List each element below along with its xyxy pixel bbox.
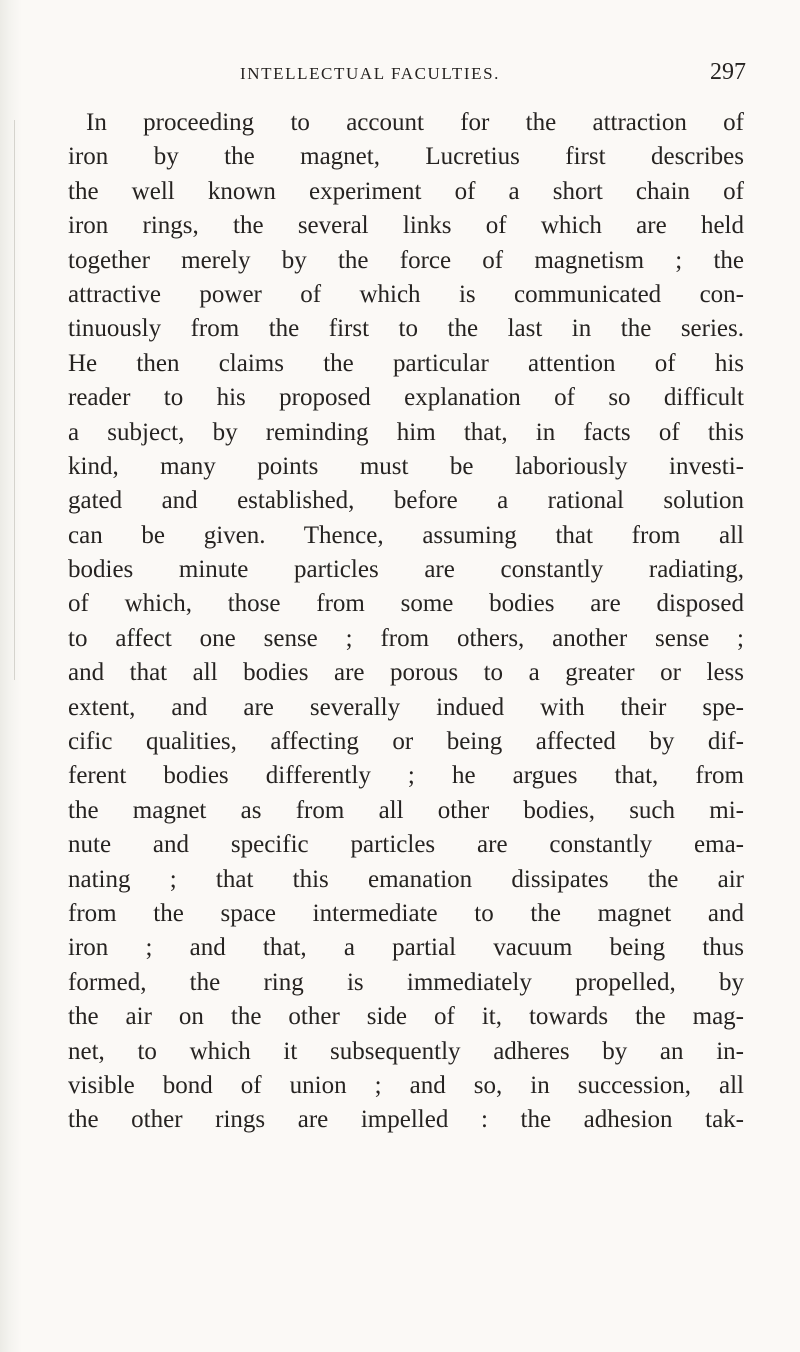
page-number: 297	[710, 59, 746, 85]
text-line: the other rings are impelled : the adhesion tak-	[68, 1106, 744, 1134]
body-text	[68, 106, 744, 1138]
text-line: ferent bodies differently ; he argues that, from	[68, 762, 744, 790]
text-line: gated and established, before a rational solution	[68, 487, 744, 515]
text-line: bodies minute particles are constantly radiating,	[68, 556, 744, 584]
text-line: and that all bodies are porous to a greater or less	[68, 659, 744, 687]
text-line: from the space intermediate to the magnet and	[68, 899, 744, 927]
text-line: formed, the ring is immediately propelled, by	[68, 968, 744, 996]
running-head	[60, 58, 746, 92]
text-line: a subject, by reminding him that, in facts of this	[68, 418, 744, 446]
text-line: cific qualities, affecting or being affected by dif-	[68, 728, 744, 756]
page-edge	[0, 0, 22, 1352]
text-line: attractive power of which is communicated con-	[68, 280, 744, 308]
text-line: tinuously from the first to the last in the series.	[68, 315, 744, 343]
text-line: of which, those from some bodies are disposed	[68, 590, 744, 618]
text-line: iron rings, the several links of which are held	[68, 212, 744, 240]
text-line: net, to which it subsequently adheres by an in-	[68, 1037, 744, 1065]
text-line: nating ; that this emanation dissipates the air	[68, 865, 744, 893]
running-head-title: INTELLECTUAL FACULTIES.	[240, 64, 500, 83]
text-line: together merely by the force of magnetism ; the	[68, 246, 744, 274]
text-line: to affect one sense ; from others, another sense ;	[68, 624, 744, 652]
text-line: can be given. Thence, assuming that from all	[68, 521, 744, 549]
text-line: iron by the magnet, Lucretius first describes	[68, 143, 744, 171]
text-line: reader to his proposed explanation of so difficult	[68, 384, 744, 412]
text-line: the air on the other side of it, towards the mag-	[68, 1003, 744, 1031]
text-line: kind, many points must be laboriously investi-	[68, 452, 744, 480]
text-line: He then claims the particular attention of his	[68, 349, 744, 377]
text-line: In proceeding to account for the attraction of	[86, 109, 744, 136]
text-line: extent, and are severally indued with their spe-	[68, 693, 744, 721]
text-line: the well known experiment of a short chain of	[68, 177, 744, 205]
text-line: visible bond of union ; and so, in succession, all	[68, 1071, 744, 1099]
text-line: iron ; and that, a partial vacuum being thus	[68, 934, 744, 962]
text-line: the magnet as from all other bodies, such mi-	[68, 796, 744, 824]
binding-edge-line	[14, 120, 15, 680]
text-line: nute and specific particles are constantly ema-	[68, 831, 744, 859]
